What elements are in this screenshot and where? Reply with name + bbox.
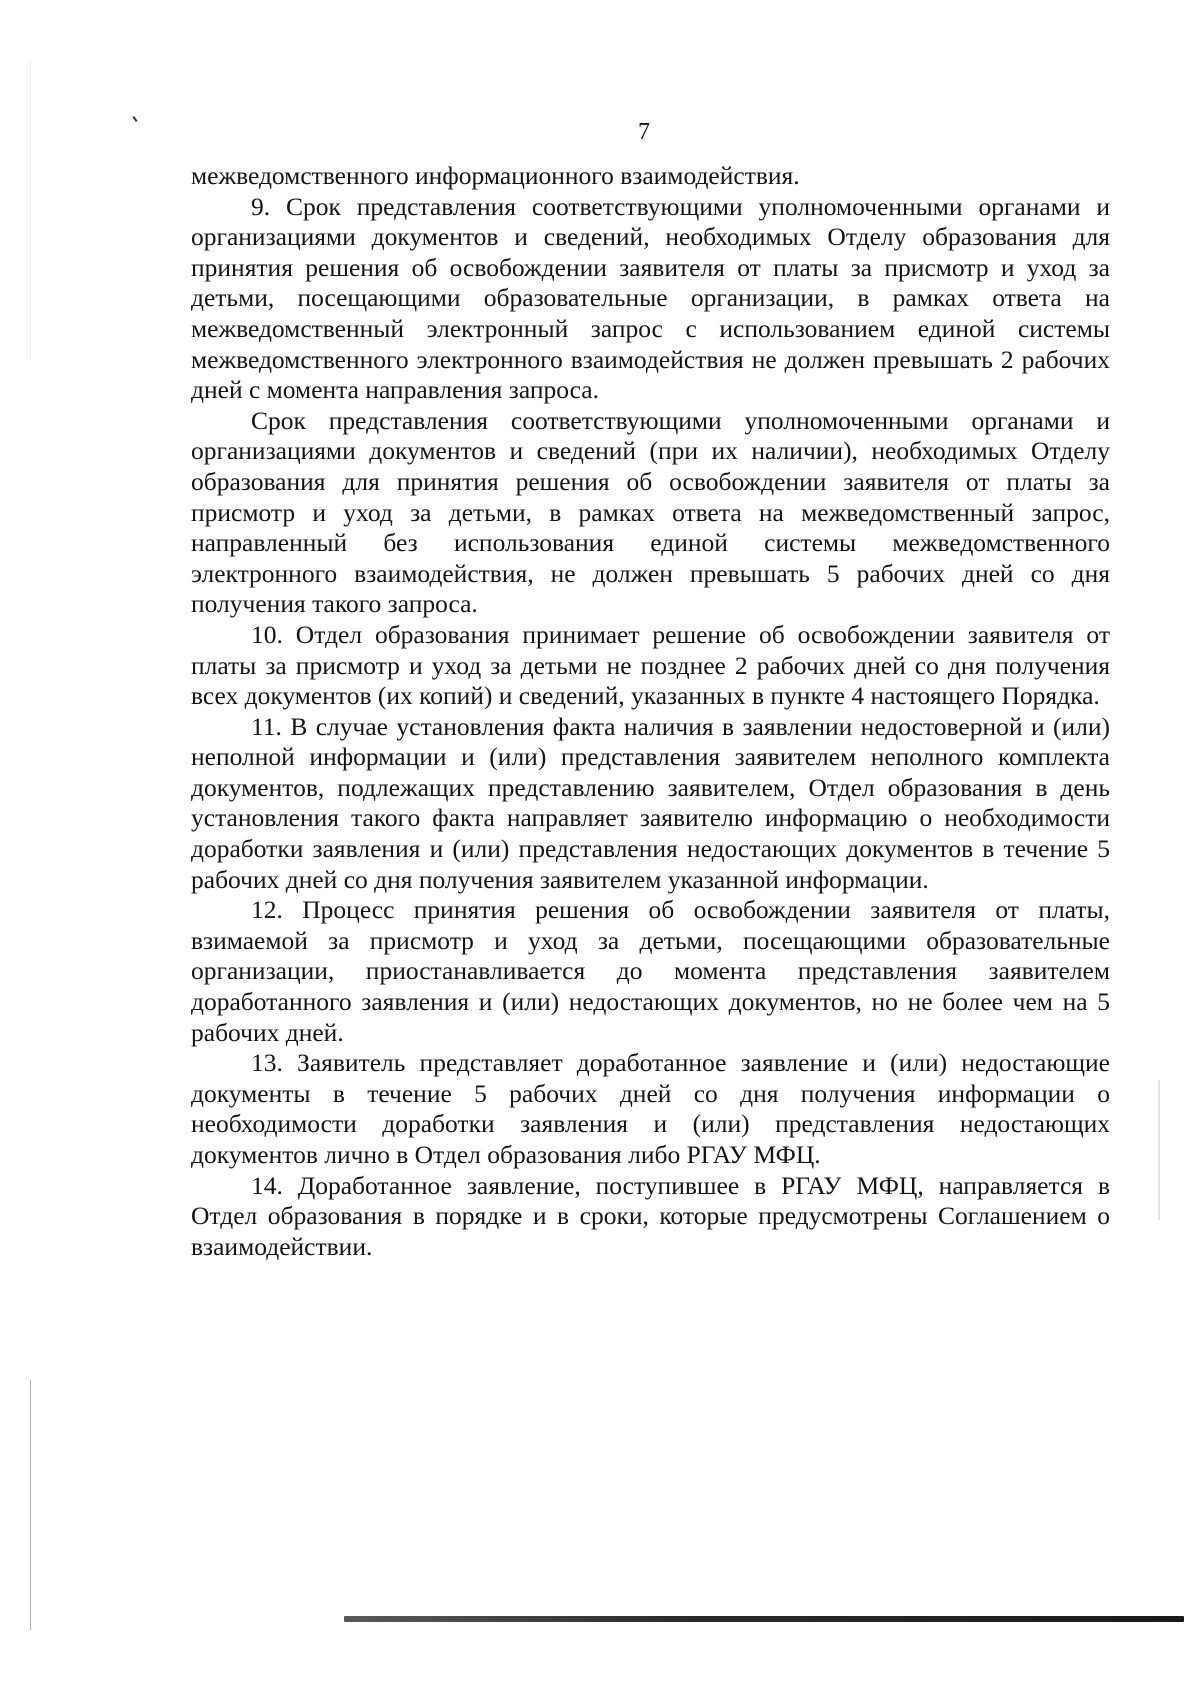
paragraph-item-13: 13. Заявитель представляет доработанное заявление и (или) недостающие документы в течение 5 рабочих дней со дня получения информации о необходимости доработки заявления и (или) представления недостающих документов лично в Отдел образования либо РГАУ МФЦ. — [191, 1048, 1110, 1169]
paragraph-continuation: межведомственного информационного взаимодействия. — [191, 161, 800, 190]
paragraph-item-9-term: Срок представления соответствующими уполномоченными органами и организациями документов и сведений (при их наличии), необходимых Отделу образования для принятия решения об освобождении заявителя от платы за присмотр и уход за детьми, в рамках ответа на межведомственный запрос, направленный без использования единой системы межведомственного электронного взаимодействия, не должен превышать 5 рабочих дней со дня получения такого запроса. — [191, 405, 1110, 619]
paragraph-item-10: 10. Отдел образования принимает решение об освобождении заявителя от платы за присмотр и уход за детьми не позднее 2 рабочих дней со дня получения всех документов (их копий) и сведений, указанных в пункте 4 настоящего Порядка. — [191, 619, 1110, 711]
paragraph-item-12: 12. Процесс принятия решения об освобождении заявителя от платы, взимаемой за присмотр и уход за детьми, посещающими образовательные организации, приостанавливается до момента представления заявителем доработанного заявления и (или) недостающих документов, но не более чем на 5 рабочих дней. — [191, 895, 1110, 1047]
paragraph-item-11: 11. В случае установления факта наличия в заявлении недостоверной и (или) неполной информации и (или) представления заявителем неполного комплекта документов, подлежащих представлению заявителем, Отдел образования в день установления такого факта направляет заявителю информацию о необходимости доработки заявления и (или) представления недостающих документов в течение 5 рабочих дней со дня получения заявителем указанной информации. — [191, 711, 1110, 894]
page-number: 7 — [638, 119, 650, 145]
bottom-rule — [344, 1616, 1184, 1622]
scan-edge-mark — [1158, 1080, 1160, 1220]
paragraph-item-9: 9. Срок представления соответствующими уполномоченными органами и организациями документов и сведений, необходимых Отделу образования для принятия решения об освобождении заявителя от платы за присмотр и уход за детьми, посещающими образовательные организации, в рамках ответа на межведомственный электронный запрос с использованием единой системы межведомственного электронного взаимодействия не должен превышать 2 рабочих дней с момента направления запроса. — [191, 191, 1110, 405]
body-text — [191, 161, 1110, 1262]
paragraph-item-14: 14. Доработанное заявление, поступившее в РГАУ МФЦ, направляется в Отдел образования в порядке и в сроки, которые предусмотрены Соглашением о взаимодействии. — [191, 1170, 1110, 1261]
scan-edge-mark — [30, 60, 31, 360]
scan-edge-mark — [30, 1380, 31, 1630]
